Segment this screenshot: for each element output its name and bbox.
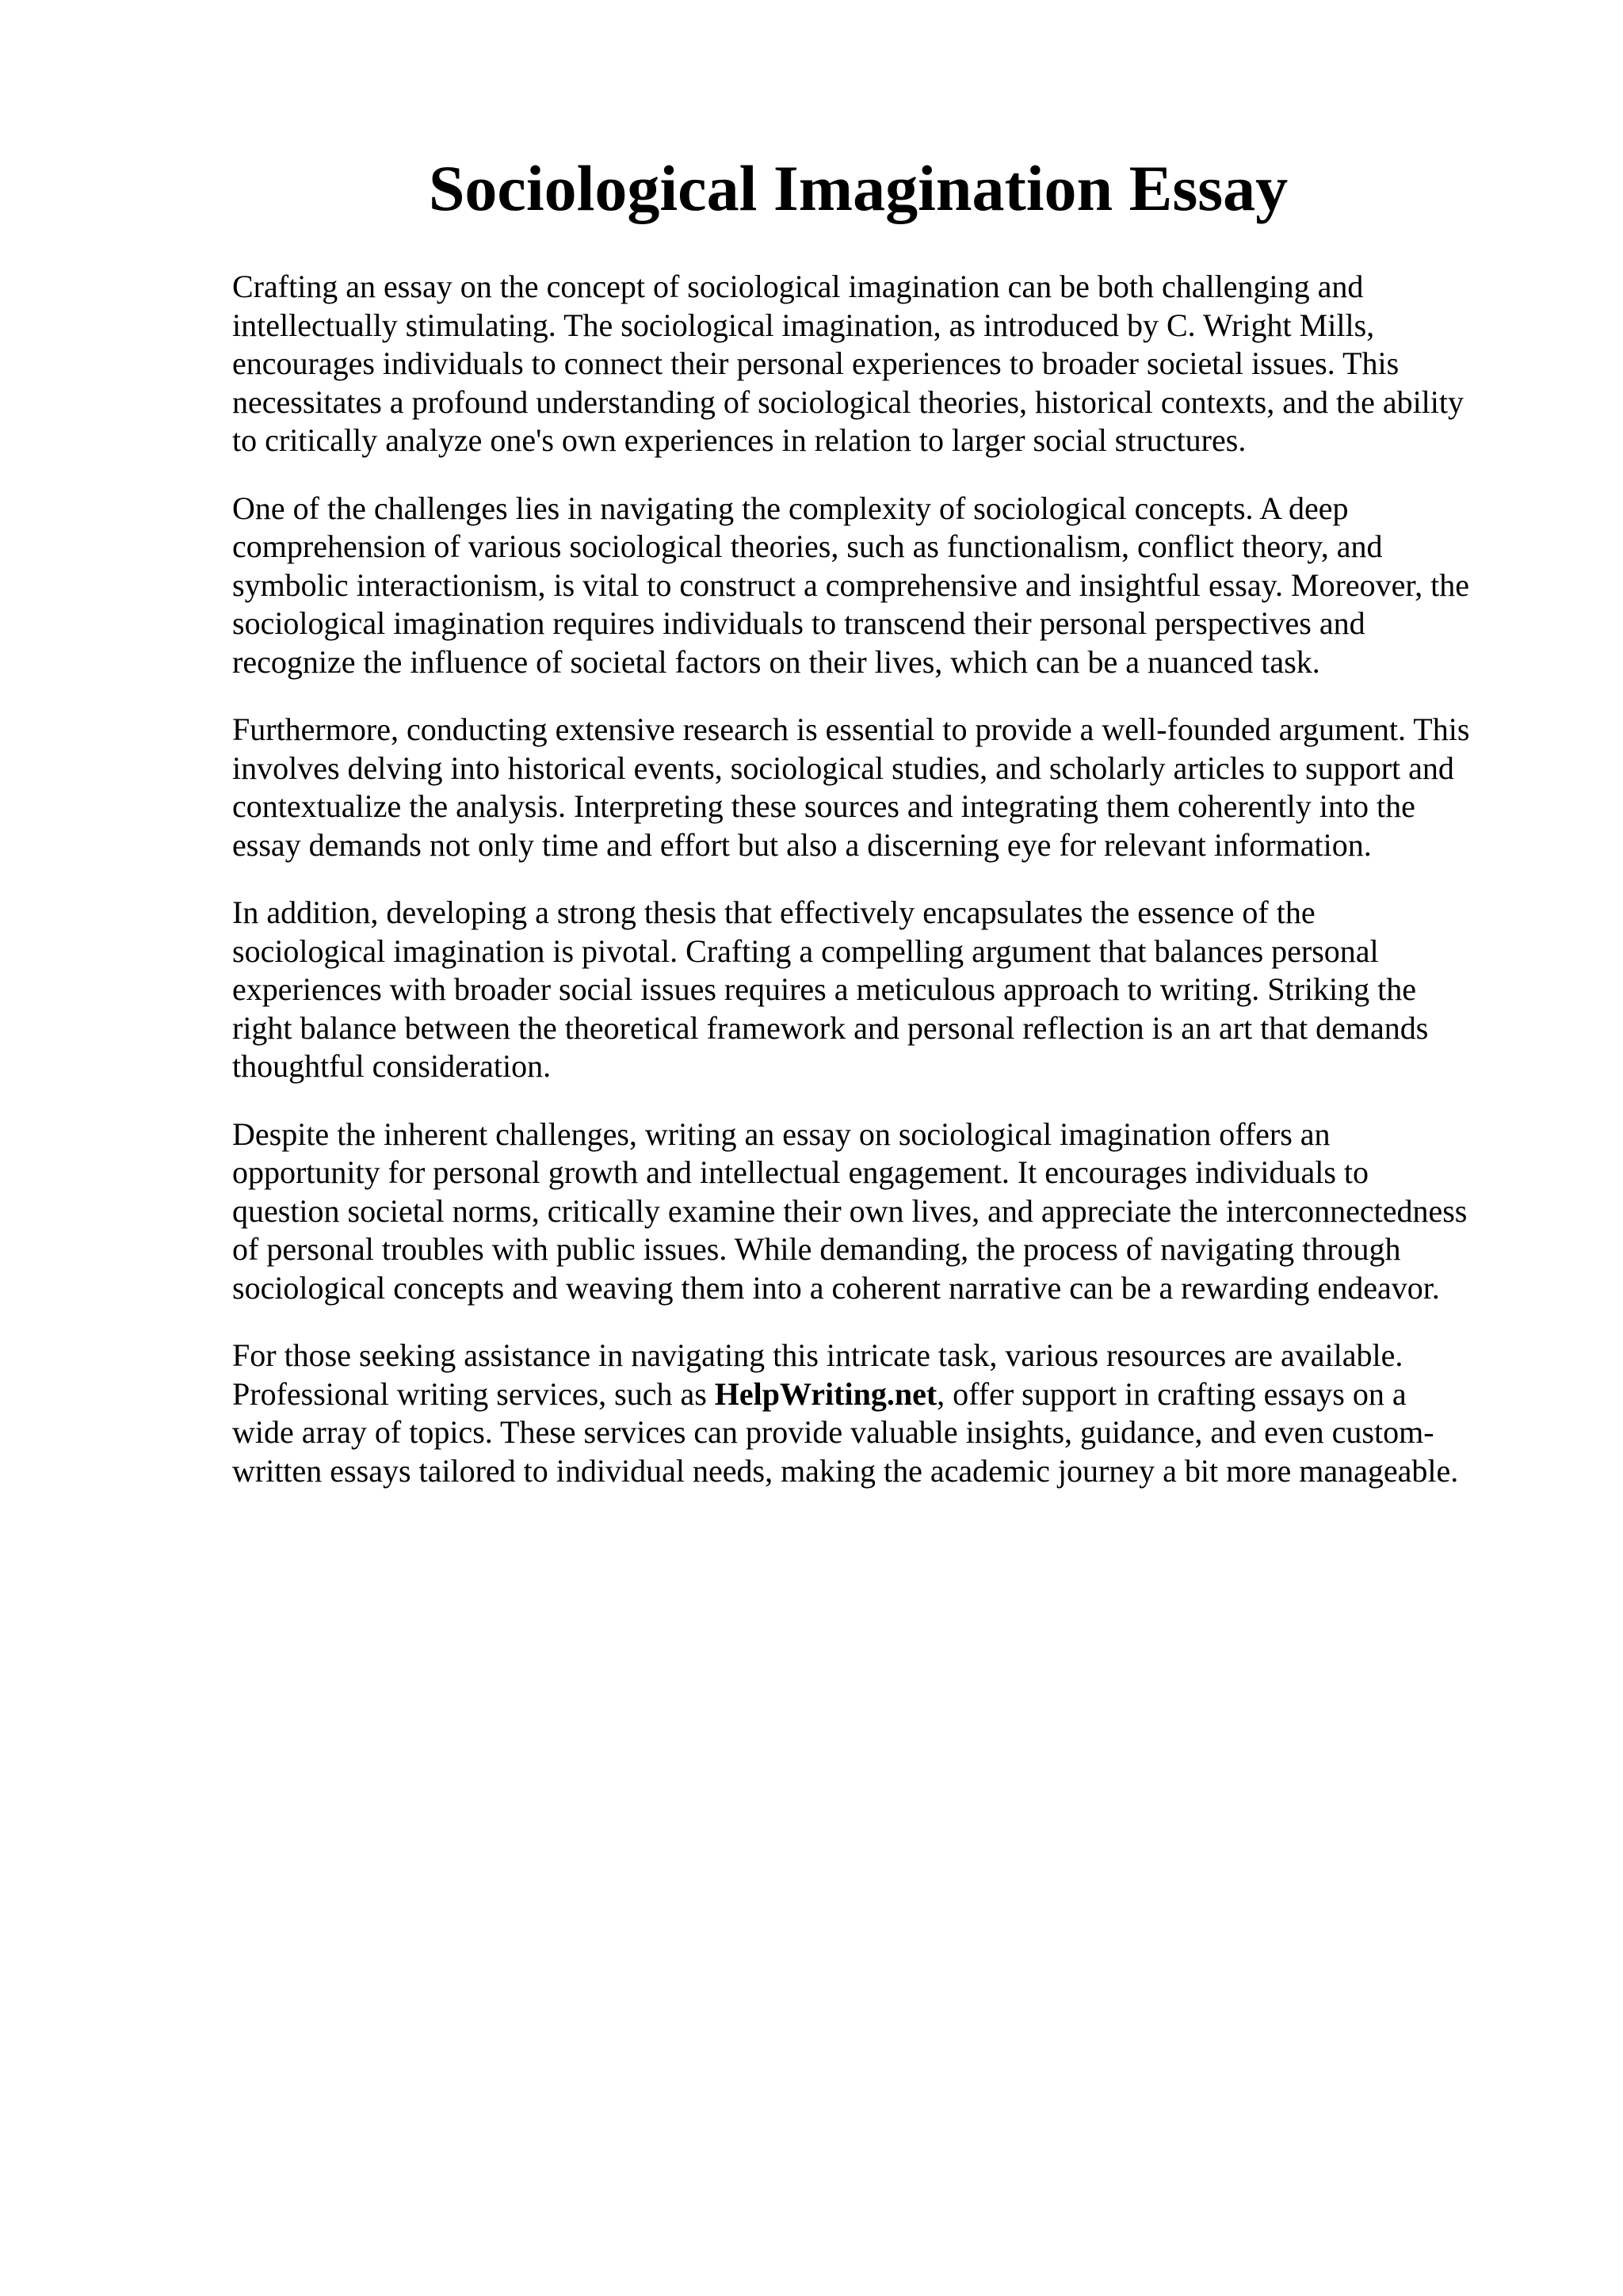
paragraph-line: of personal troubles with public issues. While demanding, the process of navigating through	[232, 1231, 1401, 1267]
paragraph-line: right balance between the theoretical framework and personal reflection is an art that demands	[232, 1009, 1429, 1046]
paragraph-6	[232, 1337, 1532, 1490]
paragraph-line: Furthermore, conducting extensive research is essential to provide a well-founded argument. This	[232, 711, 1470, 747]
paragraph-line: encourages individuals to connect their personal experiences to broader societal issues. This	[232, 345, 1400, 381]
paragraph-line: wide array of topics. These services can provide valuable insights, guidance, and even custom-	[232, 1414, 1434, 1450]
paragraph-line: recognize the influence of societal factors on their lives, which can be a nuanced task.	[232, 643, 1320, 680]
paragraph-line: opportunity for personal growth and intellectual engagement. It encourages individuals to	[232, 1154, 1369, 1190]
paragraph-line: written essays tailored to individual needs, making the academic journey a bit more manageable.	[232, 1452, 1459, 1489]
paragraph-line: to critically analyze one's own experiences in relation to larger social structures.	[232, 422, 1247, 458]
helpwriting-link[interactable]: HelpWriting.net	[714, 1375, 938, 1412]
paragraph-line: For those seeking assistance in navigating this intricate task, various resources are available.	[232, 1337, 1403, 1373]
paragraph-line: experiences with broader social issues requires a meticulous approach to writing. Striking the	[232, 971, 1417, 1007]
paragraph-line: symbolic interactionism, is vital to construct a comprehensive and insightful essay. Moreover, the	[232, 566, 1469, 603]
paragraph-line: In addition, developing a strong thesis that effectively encapsulates the essence of the	[232, 894, 1316, 930]
paragraph-5	[232, 1116, 1532, 1308]
paragraph-line: sociological imagination requires individuals to transcend their personal perspectives and	[232, 605, 1365, 641]
line-text-before-link: Professional writing services, such as	[232, 1375, 715, 1412]
paragraph-line: sociological imagination is pivotal. Crafting a compelling argument that balances personal	[232, 933, 1379, 969]
paragraph-2	[232, 490, 1532, 682]
paragraph-1	[232, 268, 1532, 460]
paragraph-line: Crafting an essay on the concept of sociological imagination can be both challenging and	[232, 269, 1364, 304]
paragraph-3	[232, 711, 1532, 864]
paragraph-line: sociological concepts and weaving them into a coherent narrative can be a rewarding endeavor.	[232, 1269, 1440, 1306]
document-body	[232, 268, 1532, 1520]
paragraph-line: intellectually stimulating. The sociological imagination, as introduced by C. Wright Mills,	[232, 307, 1375, 343]
paragraph-4	[232, 894, 1532, 1086]
paragraph-line: essay demands not only time and effort but also a discerning eye for relevant information.	[232, 826, 1372, 863]
paragraph-line: Despite the inherent challenges, writing an essay on sociological imagination offers an	[232, 1116, 1331, 1152]
paragraph-line: contextualize the analysis. Interpreting these sources and integrating them coherently into the	[232, 788, 1415, 824]
line-text-after-link: , offer support in crafting essays on a	[937, 1375, 1407, 1412]
paragraph-line: necessitates a profound understanding of sociological theories, historical contexts, and the ability	[232, 383, 1465, 420]
document-title: Sociological Imagination Essay	[428, 152, 1289, 224]
paragraph-line: involves delving into historical events, sociological studies, and scholarly articles to support and	[232, 749, 1454, 786]
paragraph-line: thoughtful consideration.	[232, 1048, 552, 1084]
paragraph-line: One of the challenges lies in navigating the complexity of sociological concepts. A deep	[232, 490, 1349, 526]
paragraph-line: comprehension of various sociological theories, such as functionalism, conflict theory, and	[232, 528, 1383, 564]
paragraph-line-with-link	[232, 1375, 1532, 1414]
paragraph-line: question societal norms, critically examine their own lives, and appreciate the interconnectedness	[232, 1192, 1468, 1229]
